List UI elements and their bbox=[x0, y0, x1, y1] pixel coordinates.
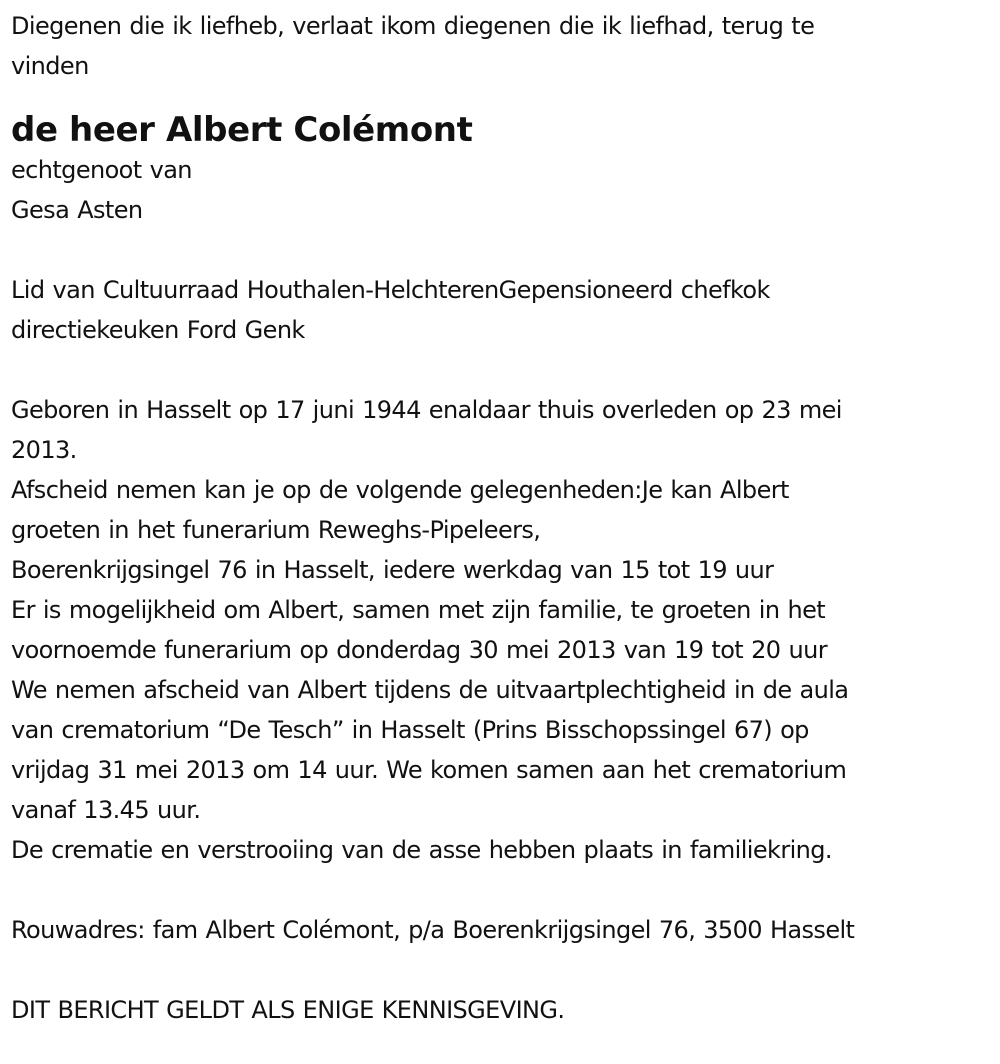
details-line: Geboren in Hasselt op 17 juni 1944 enaldaar thuis overleden op 23 mei bbox=[11, 396, 842, 424]
details-line: Boerenkrijgsingel 76 in Hasselt, iedere werkdag van 15 tot 19 uur bbox=[11, 556, 774, 584]
details-line: Er is mogelijkheid om Albert, samen met zijn familie, te groeten in het bbox=[11, 596, 826, 624]
spouse-label: echtgenoot van bbox=[11, 156, 192, 184]
details-line: van crematorium “De Tesch” in Hasselt (Prins Bisschopssingel 67) op bbox=[11, 716, 809, 744]
membership-line: directiekeuken Ford Genk bbox=[11, 316, 305, 344]
membership-line: Lid van Cultuurraad Houthalen-HelchterenGepensioneerd chefkok bbox=[11, 276, 770, 304]
details-line: De crematie en verstrooiing van de asse hebben plaats in familiekring. bbox=[11, 836, 832, 864]
intro-quote bbox=[11, 6, 1000, 86]
mourning-address: Rouwadres: fam Albert Colémont, p/a Boerenkrijgsingel 76, 3500 Hasselt bbox=[11, 916, 855, 944]
details-line: We nemen afscheid van Albert tijdens de uitvaartplechtigheid in de aula bbox=[11, 676, 849, 704]
spacer bbox=[11, 350, 1000, 390]
details-line: voornoemde funerarium op donderdag 30 mei 2013 van 19 tot 20 uur bbox=[11, 636, 827, 664]
spouse-name: Gesa Asten bbox=[11, 196, 143, 224]
spacer bbox=[11, 230, 1000, 270]
spacer bbox=[11, 870, 1000, 910]
deceased-name: de heer Albert Colémont bbox=[11, 110, 473, 150]
notice-line: DIT BERICHT GELDT ALS ENIGE KENNISGEVING. bbox=[11, 996, 565, 1024]
details-line: Afscheid nemen kan je op de volgende gelegenheden:Je kan Albert bbox=[11, 476, 789, 504]
intro-line: Diegenen die ik liefheb, verlaat ikom diegenen die ik liefhad, terug te bbox=[11, 12, 815, 40]
details-line: groeten in het funerarium Reweghs-Pipeleers, bbox=[11, 516, 541, 544]
membership-block bbox=[11, 270, 1000, 350]
details-line: vanaf 13.45 uur. bbox=[11, 796, 201, 824]
details-line: 2013. bbox=[11, 436, 77, 464]
details-block bbox=[11, 390, 1000, 870]
spouse-block bbox=[11, 150, 1000, 230]
details-line: vrijdag 31 mei 2013 om 14 uur. We komen samen aan het crematorium bbox=[11, 756, 847, 784]
spacer bbox=[11, 950, 1000, 990]
intro-line: vinden bbox=[11, 52, 89, 80]
